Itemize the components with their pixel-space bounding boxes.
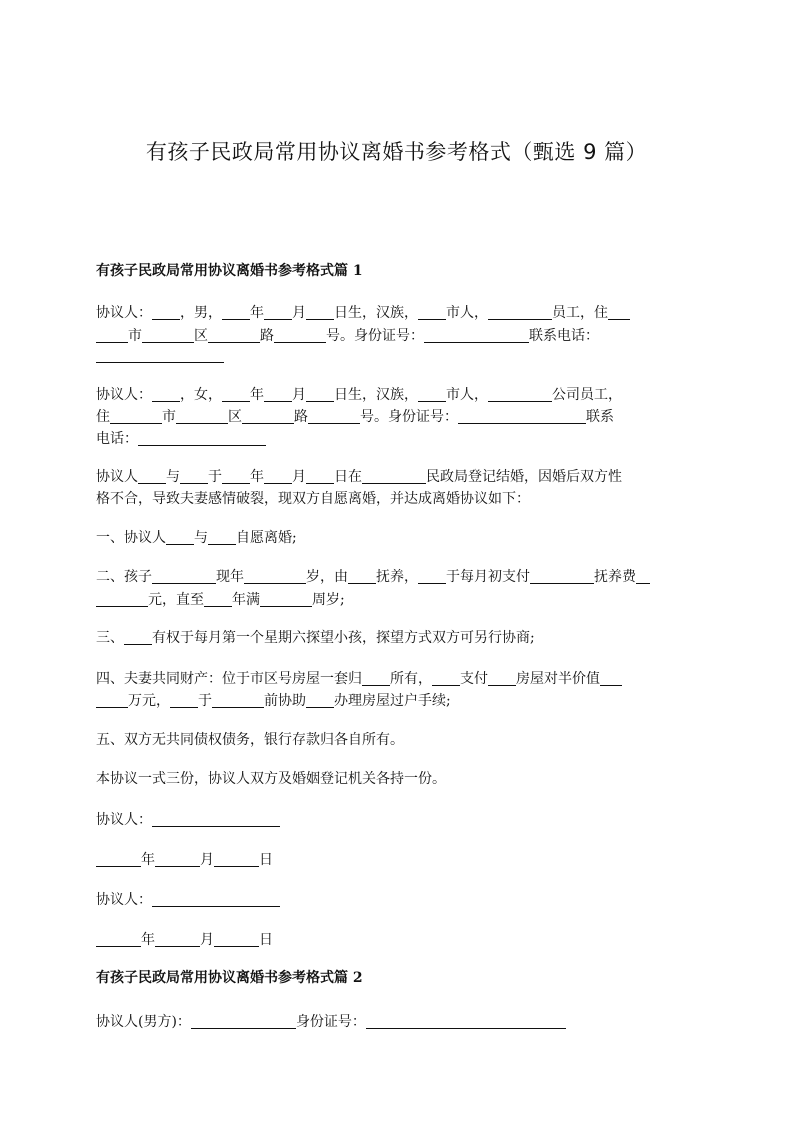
clause-3: 三、 有权于每月第一个星期六探望小孩，探望方式双方可另行协商;: [96, 630, 535, 646]
blank: [142, 327, 194, 343]
blank: [191, 1013, 296, 1029]
p2-line-1: 协议人： ，女， 年 月 日生，汉族， 市人， 公司员工，: [96, 387, 622, 403]
blank: [600, 670, 622, 686]
blank: [96, 931, 141, 947]
blank: [418, 568, 446, 584]
p1-line-1: 协议人： ，男， 年 月 日生，汉族， 市人， 员工，住: [96, 302, 630, 322]
blank: [608, 304, 630, 320]
blank: [308, 408, 360, 424]
blank: [306, 468, 334, 484]
blank: [204, 591, 232, 607]
blank: [212, 692, 264, 708]
blank: [176, 408, 228, 424]
p1-line-3: [96, 347, 224, 364]
blank: [264, 386, 292, 402]
blank: [306, 386, 334, 402]
blank: [264, 468, 292, 484]
blank: [180, 468, 208, 484]
p2-line-3: 电话：: [96, 428, 266, 448]
blank: [96, 327, 128, 343]
copies-clause: 本协议一式三份，协议人双方及婚姻登记机关各持一份。: [96, 771, 446, 787]
blank: [96, 347, 224, 363]
blank: [152, 386, 180, 402]
document-title: 有孩子民政局常用协议离婚书参考格式（甄选 9 篇）: [145, 140, 648, 164]
blank: [222, 304, 250, 320]
p2-line-2: 住 市 区 路 号。身份证号： 联系: [96, 409, 614, 425]
blank: [96, 591, 148, 607]
clause-2-line-2: 元，直至 年满 周岁;: [96, 589, 345, 609]
blank: [418, 304, 446, 320]
blank: [488, 670, 516, 686]
clause-1: 一、协议人 与 自愿离婚;: [96, 530, 297, 546]
section-2-heading: 有孩子民政局常用协议离婚书参考格式篇 2: [96, 970, 363, 986]
blank: [260, 591, 312, 607]
p3-line-2: 格不合，导致夫妻感情破裂，现双方自愿离婚，并达成离婚协议如下：: [96, 491, 530, 507]
signature-2: 协议人：: [96, 889, 280, 909]
p1-line-2: 市 区 路 号。身份证号： 联系电话：: [96, 325, 599, 345]
blank: [362, 670, 390, 686]
blank: [155, 931, 200, 947]
blank: [155, 851, 200, 867]
signature-blank: [152, 891, 280, 907]
blank: [530, 568, 594, 584]
signature-1: 协议人：: [96, 809, 280, 829]
blank: [110, 408, 162, 424]
clause-5: 五、双方无共同债权债务，银行存款归各自所有。: [96, 732, 404, 748]
clause-4-line-2: 万元， 于 前协助 办理房屋过户手续;: [96, 690, 451, 710]
blank: [170, 692, 198, 708]
blank: [458, 408, 586, 424]
blank: [264, 304, 292, 320]
blank: [418, 386, 446, 402]
blank: [152, 304, 180, 320]
blank: [208, 327, 260, 343]
blank: [96, 851, 141, 867]
blank: [432, 670, 460, 686]
blank: [96, 692, 128, 708]
blank: [488, 386, 552, 402]
date-1: 年 月 日: [96, 849, 273, 869]
blank: [348, 568, 376, 584]
blank: [214, 851, 259, 867]
blank: [138, 430, 266, 446]
blank: [636, 568, 650, 584]
blank: [208, 529, 236, 545]
blank: [306, 692, 334, 708]
p3-line-1: 协议人 与 于 年 月 日在 民政局登记结婚，因婚后双方性: [96, 469, 622, 485]
blank: [166, 529, 194, 545]
blank: [306, 304, 334, 320]
date-2: 年 月 日: [96, 929, 273, 949]
blank: [214, 931, 259, 947]
signature-blank: [152, 811, 280, 827]
blank: [424, 327, 529, 343]
blank: [222, 468, 250, 484]
blank: [242, 408, 294, 424]
s2-p1: 协议人(男方)： 身份证号：: [96, 1011, 566, 1031]
blank: [138, 468, 166, 484]
clause-4-line-1: 四、夫妻共同财产：位于市区号房屋一套归 所有， 支付 房屋对半价值: [96, 668, 622, 688]
blank: [124, 629, 152, 645]
blank: [362, 468, 426, 484]
blank: [366, 1013, 566, 1029]
blank: [244, 568, 306, 584]
blank: [152, 568, 216, 584]
section-1-heading: 有孩子民政局常用协议离婚书参考格式篇 1: [96, 263, 363, 279]
blank: [274, 327, 326, 343]
clause-2-line-1: 二、孩子 现年 岁，由 抚养， 于每月初支付 抚养费: [96, 566, 650, 586]
blank: [488, 304, 552, 320]
blank: [222, 386, 250, 402]
